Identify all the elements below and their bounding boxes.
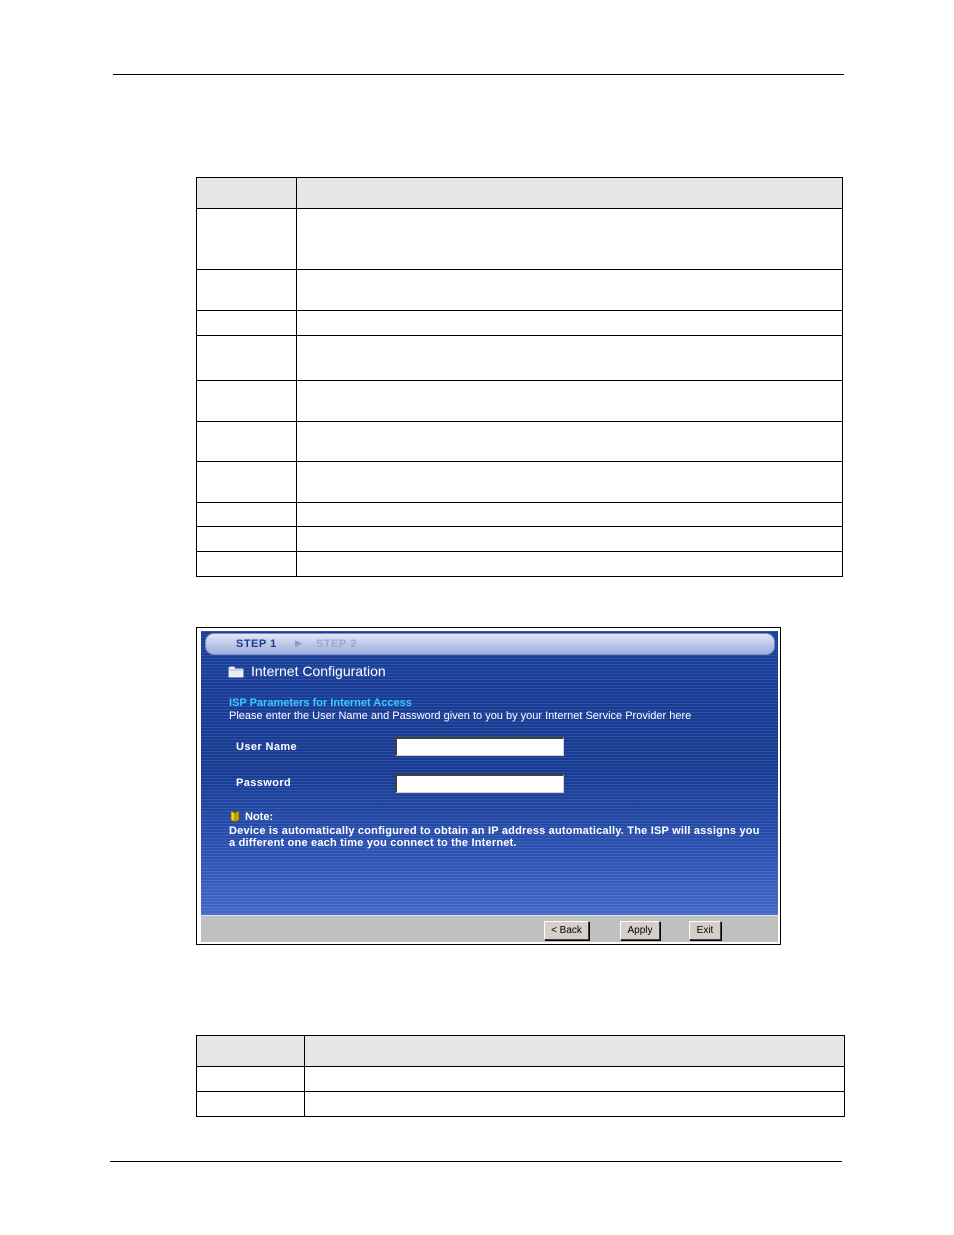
table-cell — [305, 1092, 845, 1117]
instruction-text: Please enter the User Name and Password given to you by your Internet Service Provider here — [229, 710, 692, 722]
table-cell — [197, 503, 297, 527]
table-cell — [197, 527, 297, 552]
table-cell — [197, 1092, 305, 1117]
table-row — [197, 422, 843, 462]
section-heading: ISP Parameters for Internet Access — [229, 697, 412, 709]
table-cell — [297, 178, 843, 209]
footer-rule — [110, 1161, 842, 1162]
table-cell — [197, 381, 297, 422]
table-cell — [197, 336, 297, 381]
folder-icon — [228, 665, 244, 678]
table-row — [197, 381, 843, 422]
table-row — [197, 336, 843, 381]
note-icon — [229, 810, 240, 823]
table-cell — [197, 311, 297, 336]
field-description-table — [196, 177, 843, 577]
note-label: Note: — [245, 811, 274, 823]
table-cell — [197, 422, 297, 462]
header-rule — [113, 74, 844, 75]
table-row — [197, 527, 843, 552]
button-bar — [201, 915, 778, 942]
table-cell — [197, 178, 297, 209]
user-name-label: User Name — [236, 741, 298, 753]
table-cell — [297, 527, 843, 552]
table-cell — [297, 311, 843, 336]
table-cell — [197, 462, 297, 503]
table-row — [197, 209, 843, 270]
table-cell — [197, 270, 297, 311]
internet-configuration-screenshot — [196, 627, 781, 945]
table-cell — [305, 1067, 845, 1092]
step-bar — [205, 633, 775, 655]
table-cell — [197, 1036, 305, 1067]
table-row — [197, 503, 843, 527]
table-cell — [297, 270, 843, 311]
table-cell — [297, 209, 843, 270]
note-text: Device is automatically configured to obtain an IP address automatically. The ISP will assigns you a different one each time you connect to the Internet. — [229, 825, 760, 849]
field-summary-table — [196, 1035, 845, 1117]
wizard-panel — [201, 631, 778, 942]
step-1-label[interactable]: STEP 1 — [236, 638, 277, 650]
apply-button[interactable]: Apply — [620, 921, 660, 940]
table-cell — [305, 1036, 845, 1067]
table-row — [197, 311, 843, 336]
table-cell — [297, 552, 843, 577]
password-input[interactable] — [395, 774, 564, 793]
table-cell — [297, 381, 843, 422]
table-cell — [297, 336, 843, 381]
table-row — [197, 270, 843, 311]
table-header-row — [197, 178, 843, 209]
table-row — [197, 552, 843, 577]
page-title: Internet Configuration — [251, 663, 386, 679]
table-cell — [197, 552, 297, 577]
table-cell — [197, 209, 297, 270]
table-cell — [197, 1067, 305, 1092]
exit-button[interactable]: Exit — [689, 921, 721, 940]
table-cell — [297, 503, 843, 527]
password-label: Password — [236, 777, 292, 789]
step-2-label[interactable]: STEP 2 — [316, 638, 357, 650]
user-name-input[interactable] — [395, 737, 564, 756]
back-button[interactable]: < Back — [544, 921, 589, 940]
table-row — [197, 462, 843, 503]
table-row — [197, 1092, 845, 1117]
table-header-row — [197, 1036, 845, 1067]
step-arrow-icon: ▶ — [295, 638, 302, 648]
table-cell — [297, 462, 843, 503]
table-cell — [297, 422, 843, 462]
table-row — [197, 1067, 845, 1092]
